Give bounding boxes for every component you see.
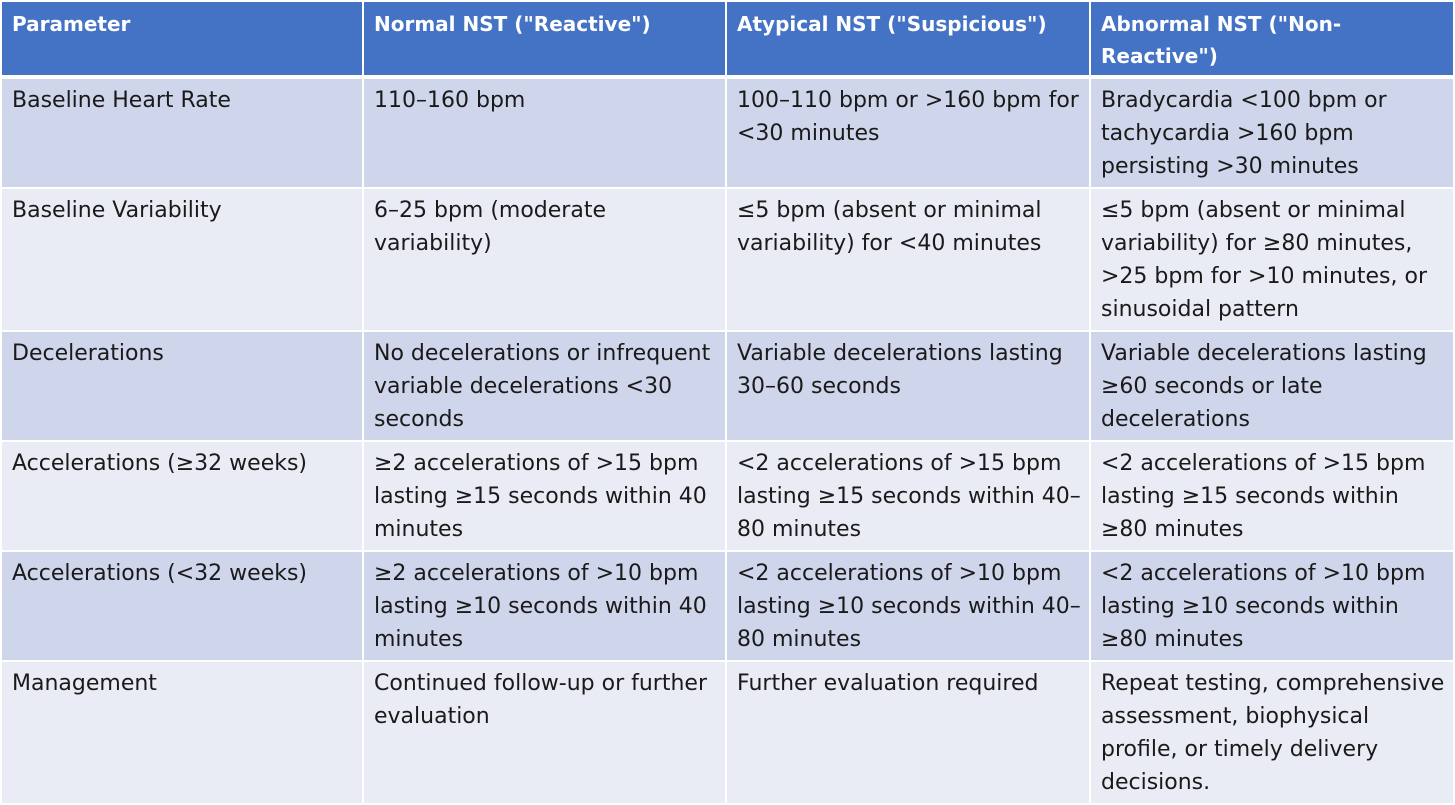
- table-row: [1, 77, 1454, 188]
- cell-atypical: <2 accelerations of >10 bpm lasting ≥10 seconds within 40–80 minutes: [726, 551, 1090, 661]
- cell-parameter: Baseline Heart Rate: [1, 77, 363, 188]
- cell-normal: No decelerations or infrequent variable decelerations <30 seconds: [363, 331, 726, 441]
- header-normal-nst: Normal NST ("Reactive"): [363, 1, 726, 77]
- cell-parameter: Management: [1, 661, 363, 804]
- cell-atypical: Variable decelerations lasting 30–60 seconds: [726, 331, 1090, 441]
- cell-atypical: <2 accelerations of >15 bpm lasting ≥15 seconds within 40–80 minutes: [726, 441, 1090, 551]
- cell-abnormal: <2 accelerations of >15 bpm lasting ≥15 seconds within ≥80 minutes: [1090, 441, 1454, 551]
- header-parameter: Parameter: [1, 1, 363, 77]
- cell-normal: ≥2 accelerations of >15 bpm lasting ≥15 seconds within 40 minutes: [363, 441, 726, 551]
- header-atypical-nst: Atypical NST ("Suspicious"): [726, 1, 1090, 77]
- cell-normal: ≥2 accelerations of >10 bpm lasting ≥10 seconds within 40 minutes: [363, 551, 726, 661]
- cell-normal: 6–25 bpm (moderate variability): [363, 188, 726, 331]
- cell-parameter: Decelerations: [1, 331, 363, 441]
- table-row: [1, 551, 1454, 661]
- cell-abnormal: Variable decelerations lasting ≥60 seconds or late decelerations: [1090, 331, 1454, 441]
- cell-atypical: ≤5 bpm (absent or minimal variability) for <40 minutes: [726, 188, 1090, 331]
- header-row: [1, 1, 1454, 77]
- table-row: [1, 331, 1454, 441]
- cell-atypical: Further evaluation required: [726, 661, 1090, 804]
- cell-parameter: Accelerations (<32 weeks): [1, 551, 363, 661]
- cell-abnormal: <2 accelerations of >10 bpm lasting ≥10 seconds within ≥80 minutes: [1090, 551, 1454, 661]
- cell-abnormal: Bradycardia <100 bpm or tachycardia >160 bpm persisting >30 minutes: [1090, 77, 1454, 188]
- cell-parameter: Accelerations (≥32 weeks): [1, 441, 363, 551]
- table-row: [1, 661, 1454, 804]
- cell-abnormal: ≤5 bpm (absent or minimal variability) for ≥80 minutes, >25 bpm for >10 minutes, or sinusoidal pattern: [1090, 188, 1454, 331]
- table-row: [1, 441, 1454, 551]
- cell-parameter: Baseline Variability: [1, 188, 363, 331]
- header-abnormal-nst: Abnormal NST ("Non-Reactive"): [1090, 1, 1454, 77]
- cell-abnormal: Repeat testing, comprehensive assessment, biophysical profile, or timely delivery decisions.: [1090, 661, 1454, 804]
- table-row: [1, 188, 1454, 331]
- cell-normal: 110–160 bpm: [363, 77, 726, 188]
- cell-normal: Continued follow-up or further evaluation: [363, 661, 726, 804]
- cell-atypical: 100–110 bpm or >160 bpm for <30 minutes: [726, 77, 1090, 188]
